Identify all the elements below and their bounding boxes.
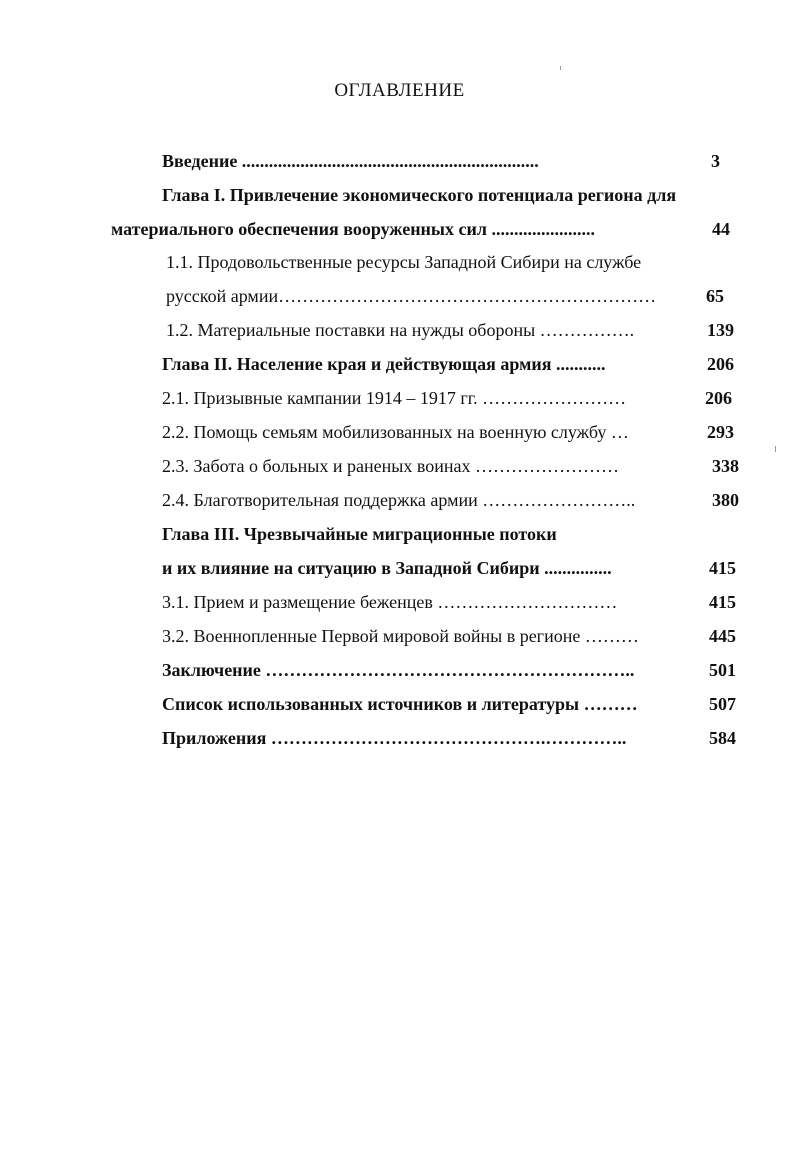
toc-page-section-2-3: 338 <box>712 456 739 476</box>
toc-page-section-2-1: 206 <box>705 388 732 408</box>
toc-entry-section-1-1-line-1: 1.1. Продовольственные ресурсы Западной Сибири на службе <box>166 252 642 272</box>
toc-page-section-2-2: 293 <box>707 422 734 442</box>
toc-page-section-2-4: 380 <box>712 490 739 510</box>
toc-entry-section-2-1: 2.1. Призывные кампании 1914 – 1917 гг. …………………… <box>162 388 627 408</box>
toc-entry-chapter-3-line-2: и их влияние на ситуацию в Западной Сибири ............... <box>162 558 612 578</box>
toc-page-chapter-2: 206 <box>707 354 734 374</box>
toc-page-bibliography: 507 <box>709 694 736 714</box>
toc-page-chapter-3: 415 <box>709 558 736 578</box>
toc-entry-section-1-2: 1.2. Материальные поставки на нужды обороны ……………. <box>166 320 635 340</box>
toc-entry-conclusion: Заключение …………………………………………………….. <box>162 660 635 680</box>
toc-entry-chapter-1-line-1: Глава I. Привлечение экономического потенциала региона для <box>162 185 677 205</box>
scan-speck <box>775 446 776 452</box>
toc-page-section-3-1: 415 <box>709 592 736 612</box>
toc-title: ОГЛАВЛЕНИЕ <box>334 80 465 101</box>
toc-entry-introduction: Введение .................................................................. <box>162 151 539 171</box>
toc-entry-chapter-2: Глава II. Население края и действующая армия ........... <box>162 354 606 374</box>
toc-entry-appendices: Приложения ……………………………………….………….. <box>162 728 627 748</box>
toc-entry-section-2-3: 2.3. Забота о больных и раненых воинах …………………… <box>162 456 619 476</box>
scan-speck <box>560 66 561 70</box>
toc-page-conclusion: 501 <box>709 660 736 680</box>
toc-entry-section-1-1-line-2: русской армии……………………………………………………… <box>166 286 657 306</box>
toc-page-section-1-2: 139 <box>707 320 734 340</box>
toc-entry-chapter-1-line-2: материального обеспечения вооруженных сил ....................... <box>111 219 595 239</box>
toc-entry-section-2-4: 2.4. Благотворительная поддержка армии …………………….. <box>162 490 636 510</box>
toc-entry-chapter-3-line-1: Глава III. Чрезвычайные миграционные потоки <box>162 524 557 544</box>
toc-page-section-3-2: 445 <box>709 626 736 646</box>
toc-entry-section-3-1: 3.1. Прием и размещение беженцев ………………………… <box>162 592 618 612</box>
toc-page-section-1-1: 65 <box>706 286 724 306</box>
toc-page-appendices: 584 <box>709 728 736 748</box>
toc-page-introduction: 3 <box>711 151 720 171</box>
toc-entry-section-3-2: 3.2. Военнопленные Первой мировой войны в регионе ……… <box>162 626 639 646</box>
toc-entry-section-2-2: 2.2. Помощь семьям мобилизованных на военную службу … <box>162 422 629 442</box>
toc-page-chapter-1: 44 <box>712 219 730 239</box>
toc-entry-bibliography: Список использованных источников и литературы ……… <box>162 694 638 714</box>
